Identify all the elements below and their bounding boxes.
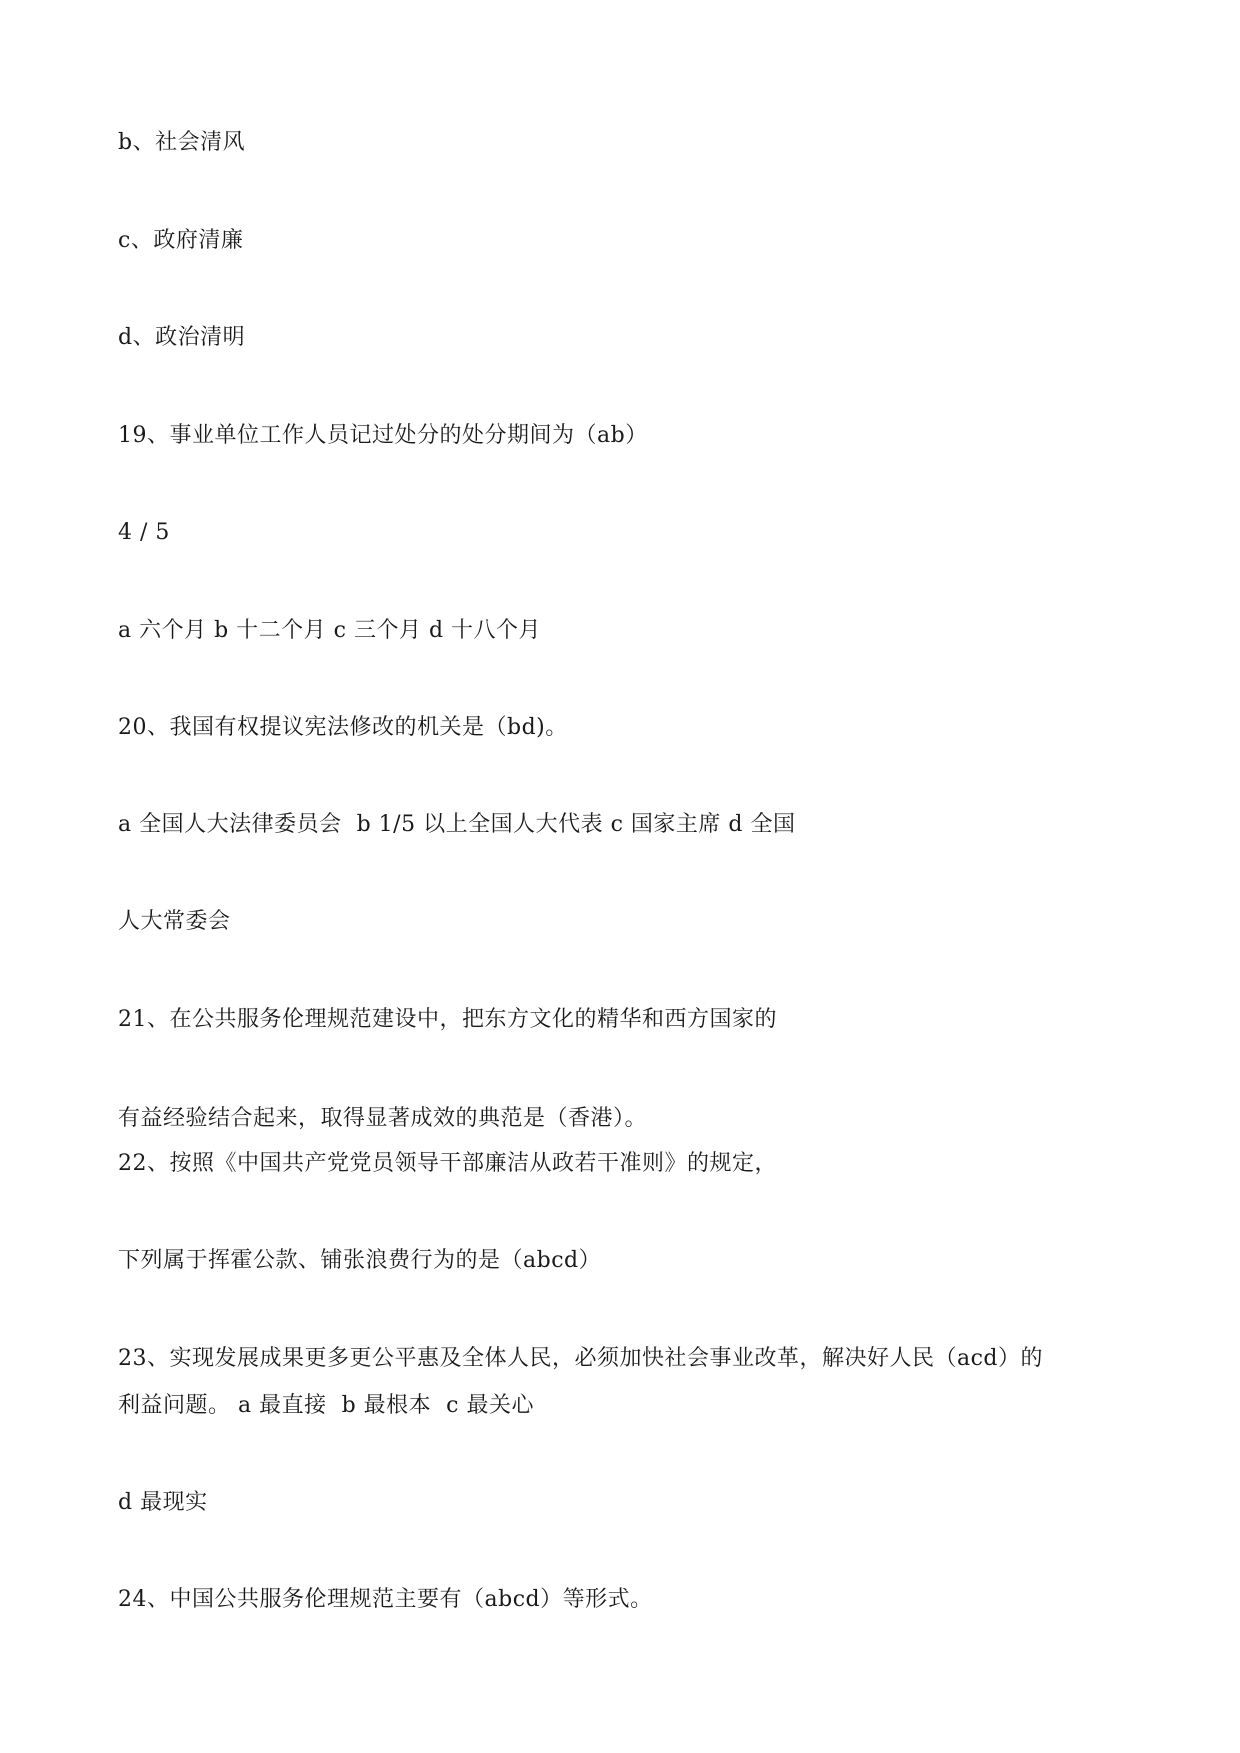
question-23-option-d: d 最现实	[118, 1490, 208, 1515]
option-b-social-clean: b、社会清风	[118, 130, 246, 155]
question-23-options: 利益问题。 a 最直接 b 最根本 c 最关心	[118, 1393, 534, 1418]
question-21-cont: 有益经验结合起来，取得显著成效的典范是（香港）。	[118, 1106, 648, 1131]
question-19-options: a 六个月 b 十二个月 c 三个月 d 十八个月	[118, 618, 542, 643]
question-22-cont: 下列属于挥霍公款、铺张浪费行为的是（abcd）	[118, 1248, 602, 1273]
question-19: 19、事业单位工作人员记过处分的处分期间为（ab）	[118, 423, 648, 448]
option-c-government-clean: c、政府清廉	[118, 228, 244, 253]
question-20-options-cont: 人大常委会	[118, 909, 231, 934]
question-20-options: a 全国人大法律委员会 b 1/5 以上全国人大代表 c 国家主席 d 全国	[118, 812, 796, 837]
question-23: 23、实现发展成果更多更公平惠及全体人民，必须加快社会事业改革，解决好人民（acd）的	[118, 1346, 1044, 1371]
question-24: 24、中国公共服务伦理规范主要有（abcd）等形式。	[118, 1587, 653, 1612]
page-number: 4 / 5	[118, 520, 170, 545]
option-d-political-clear: d、政治清明	[118, 325, 246, 350]
question-21: 21、在公共服务伦理规范建设中，把东方文化的精华和西方国家的	[118, 1007, 777, 1032]
question-22: 22、按照《中国共产党党员领导干部廉洁从政若干准则》的规定，	[118, 1151, 777, 1176]
question-20: 20、我国有权提议宪法修改的机关是（bd)。	[118, 715, 568, 740]
